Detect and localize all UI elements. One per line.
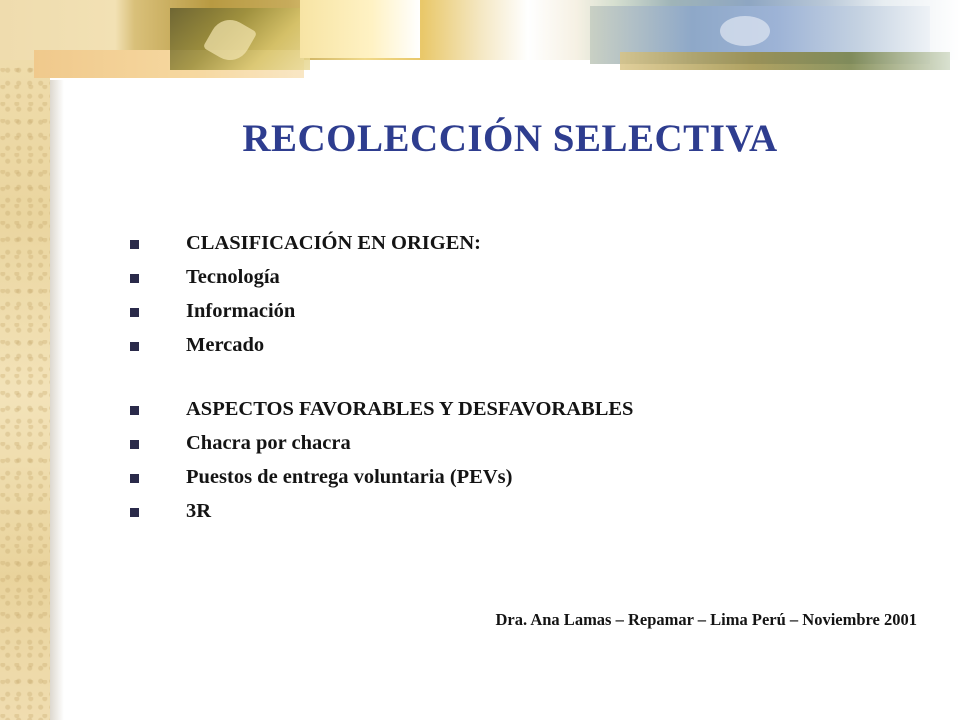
slide-footer: Dra. Ana Lamas – Repamar – Lima Perú – Noviembre 2001 [495,610,917,629]
bullet-item [130,460,633,494]
bullet-text: ASPECTOS FAVORABLES Y DESFAVORABLES [186,398,634,420]
square-bullet-icon [130,240,139,249]
bullet-item [130,294,633,328]
bullet-item [130,260,633,294]
bullet-text: CLASIFICACIÓN EN ORIGEN: [186,232,482,254]
square-bullet-icon [130,342,139,351]
bullet-text: Información [186,300,296,322]
bullet-item [130,494,633,528]
square-bullet-icon [130,508,139,517]
bullet-text: 3R [186,500,212,522]
parchment-border [0,0,50,720]
banner-light-panel [300,0,420,58]
banner-olive-strip [620,52,950,70]
bullet-text: Tecnología [186,266,280,288]
bullet-list [130,226,633,528]
bullet-item [130,426,633,460]
square-bullet-icon [130,308,139,317]
square-bullet-icon [130,274,139,283]
slide-title: RECOLECCIÓN SELECTIVA [242,117,778,160]
square-bullet-icon [130,440,139,449]
bullet-item [130,226,633,260]
bullet-item [130,328,633,362]
decorative-banner [0,0,960,80]
banner-flower-shape [720,16,770,46]
bullet-item [130,392,633,426]
square-bullet-icon [130,406,139,415]
square-bullet-icon [130,474,139,483]
bullet-text: Puestos de entrega voluntaria (PEVs) [186,466,513,488]
bullet-text: Chacra por chacra [186,432,351,454]
border-shadow [50,80,64,720]
bullet-text: Mercado [186,334,265,356]
